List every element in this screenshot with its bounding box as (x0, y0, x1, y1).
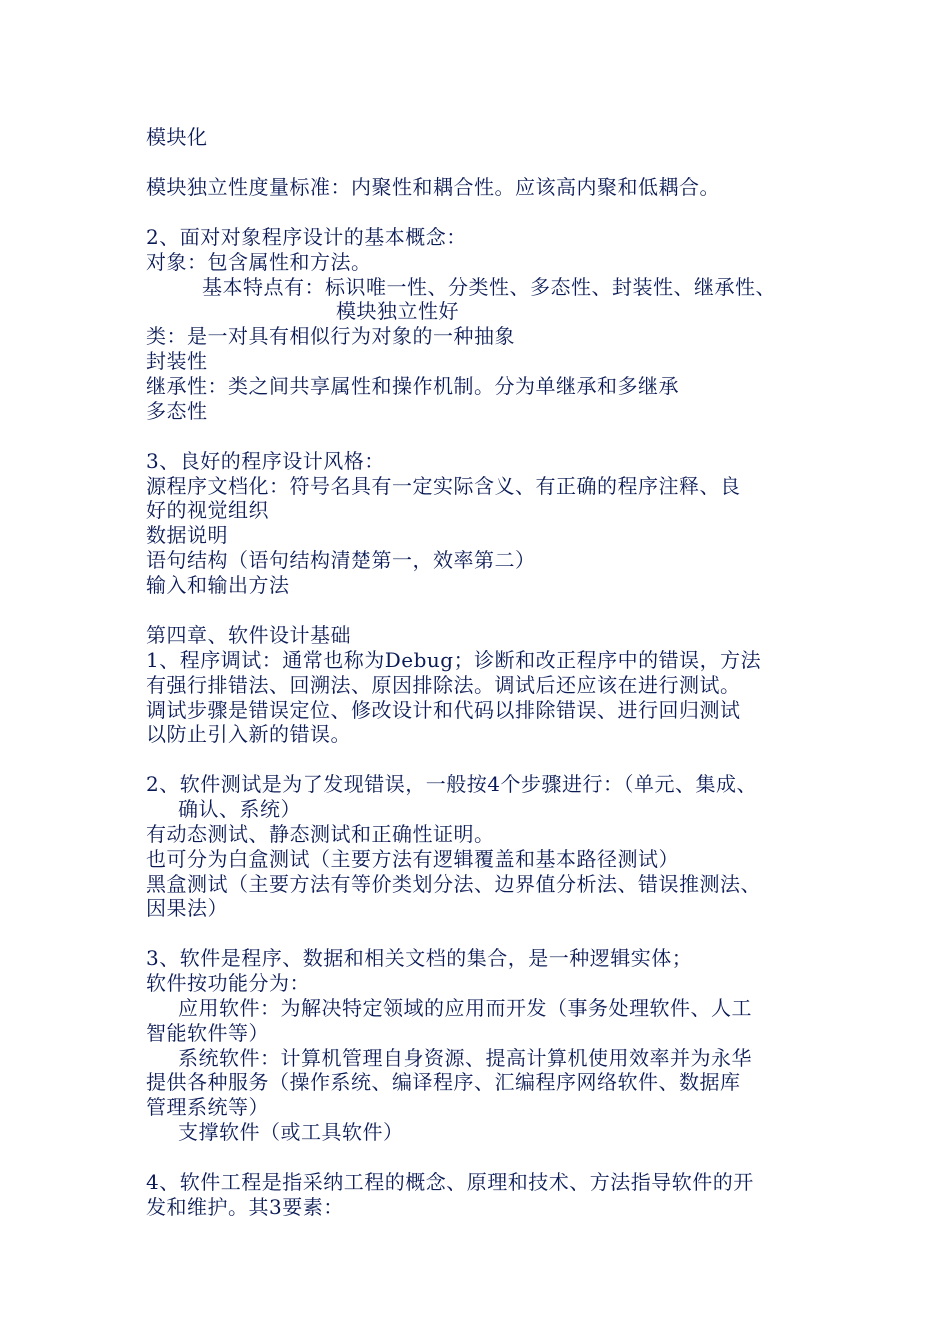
text-line: 数据说明 (146, 523, 228, 547)
text-line: 多态性 (146, 399, 208, 423)
text-line: 系统软件：计算机管理自身资源、提高计算机使用效率并为永华 (178, 1046, 752, 1070)
text-line: 有动态测试、静态测试和正确性证明。 (146, 822, 495, 846)
text-line: 模块独立性好 (336, 299, 459, 323)
text-line: 类：是一对具有相似行为对象的一种抽象 (146, 324, 515, 348)
text-line: 2、软件测试是为了发现错误，一般按4个步骤进行：（单元、集成、 (146, 772, 757, 796)
text-line: 3、软件是程序、数据和相关文档的集合，是一种逻辑实体； (146, 946, 693, 970)
text-line: 模块化 (146, 125, 208, 149)
text-line: 确认、系统） (178, 797, 301, 821)
text-line: 黑盒测试（主要方法有等价类划分法、边界值分析法、错误推测法、 (146, 872, 761, 896)
text-line: 基本特点有：标识唯一性、分类性、多态性、封装性、继承性、 (202, 275, 776, 299)
text-line: 语句结构（语句结构清楚第一，效率第二） (146, 548, 536, 572)
text-line: 也可分为白盒测试（主要方法有逻辑覆盖和基本路径测试） (146, 847, 679, 871)
text-line: 支撑软件（或工具软件） (178, 1120, 404, 1144)
text-line: 封装性 (146, 349, 208, 373)
text-line: 输入和输出方法 (146, 573, 290, 597)
chapter-heading: 第四章、软件设计基础 (146, 623, 351, 647)
text-line: 源程序文档化：符号名具有一定实际含义、有正确的程序注释、良 (146, 474, 741, 498)
text-line: 好的视觉组织 (146, 498, 269, 522)
text-line: 管理系统等） (146, 1095, 269, 1119)
text-line: 继承性：类之间共享属性和操作机制。分为单继承和多继承 (146, 374, 679, 398)
section-heading: 2、面对对象程序设计的基本概念： (146, 225, 467, 249)
text-line: 软件按功能分为： (146, 971, 310, 995)
section-heading: 3、良好的程序设计风格： (146, 449, 385, 473)
text-line: 1、程序调试：通常也称为Debug；诊断和改正程序中的错误，方法 (146, 648, 762, 672)
text-line: 以防止引入新的错误。 (146, 722, 351, 746)
text-line: 对象：包含属性和方法。 (146, 250, 372, 274)
text-line: 调试步骤是错误定位、修改设计和代码以排除错误、进行回归测试 (146, 698, 741, 722)
text-line: 发和维护。其3要素： (146, 1195, 344, 1219)
text-line: 因果法） (146, 896, 228, 920)
text-line: 提供各种服务（操作系统、编译程序、汇编程序网络软件、数据库 (146, 1070, 741, 1094)
text-line: 模块独立性度量标准：内聚性和耦合性。应该高内聚和低耦合。 (146, 175, 720, 199)
text-line: 4、软件工程是指采纳工程的概念、原理和技术、方法指导软件的开 (146, 1170, 754, 1194)
text-line: 有强行排错法、回溯法、原因排除法。调试后还应该在进行测试。 (146, 673, 741, 697)
text-line: 应用软件：为解决特定领域的应用而开发（事务处理软件、人工 (178, 996, 752, 1020)
text-line: 智能软件等） (146, 1021, 269, 1045)
